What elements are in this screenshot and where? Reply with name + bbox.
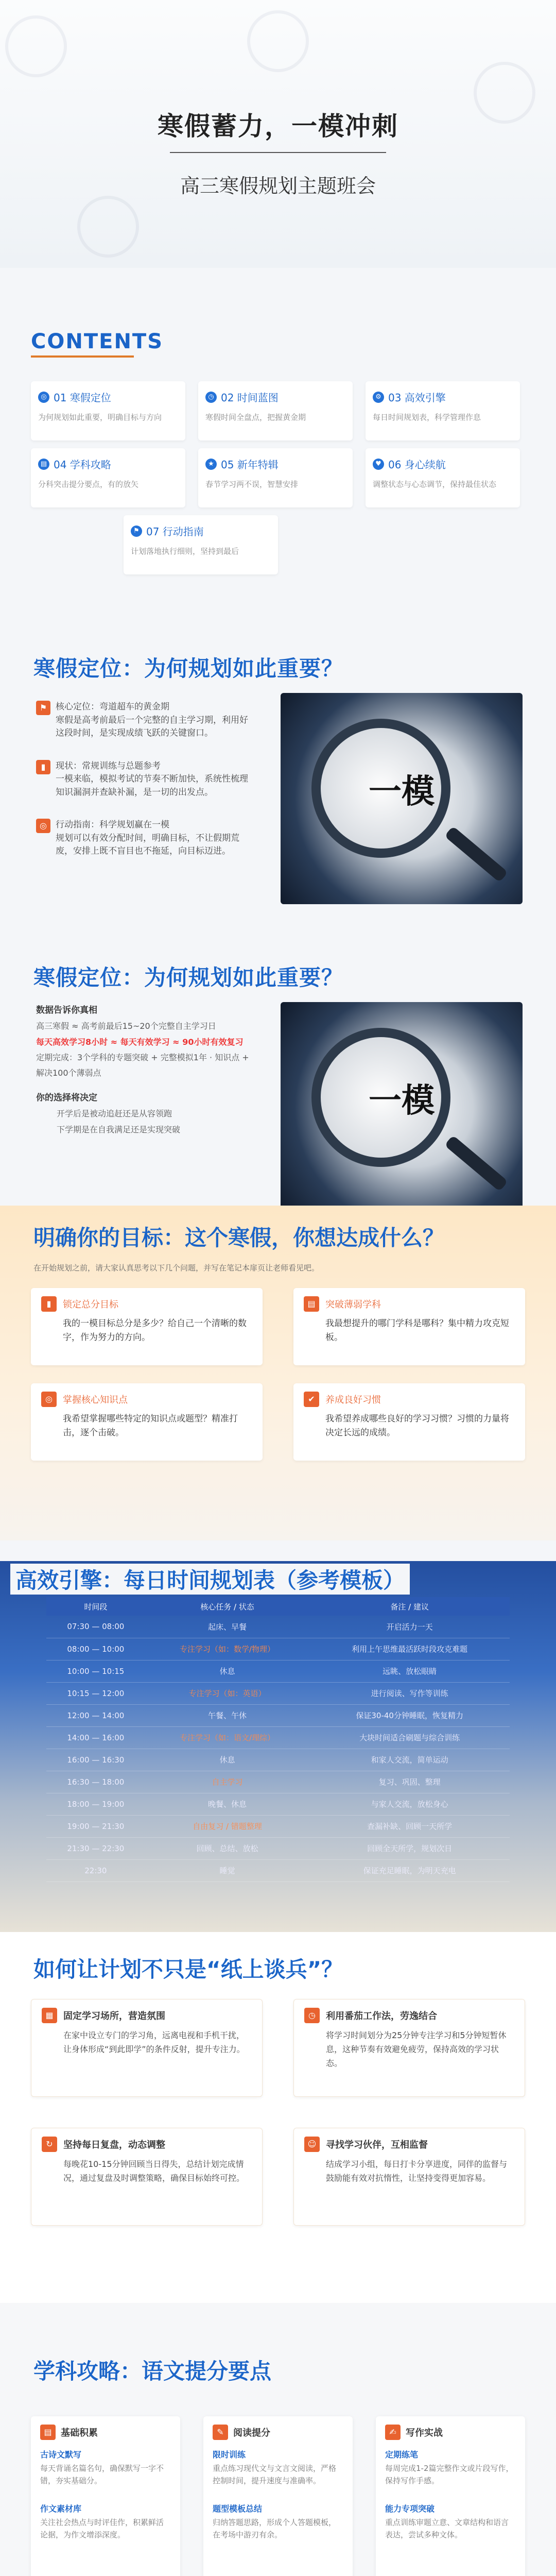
toc-item[interactable]: ★ 05 新年特辑 春节学习两不误，智慧安排 bbox=[198, 448, 353, 507]
table-row bbox=[46, 1726, 510, 1749]
section-title: 如何让计划不只是“纸上谈兵”？ bbox=[33, 1957, 343, 1982]
book-icon: ▤ bbox=[304, 1296, 319, 1312]
goal-card: ▮ 锁定总分目标 我的一模目标总分是多少？给自己一个清晰的数字，作为努力的方向。 bbox=[31, 1288, 263, 1365]
plan-section bbox=[0, 1932, 556, 2303]
page-subtitle: 高三寒假规划主题班会 bbox=[180, 175, 376, 197]
list-item: ⚑ 核心定位：弯道超车的黄金期 寒假是高考前最后一个完整的自主学习期，利用好这段时间，是实现成绩飞跃的关键窗口。 bbox=[36, 701, 252, 740]
book-icon: ▤ bbox=[40, 2425, 56, 2440]
toc-item[interactable]: ⚑ 07 行动指南 计划落地执行细则，坚持到最后 bbox=[124, 515, 278, 574]
refresh-icon: ↻ bbox=[42, 2137, 57, 2152]
star-icon: ★ bbox=[205, 459, 217, 470]
tip-card: ◷ 利用番茄工作法，劳逸结合 将学习时间划分为25分钟专注学习和5分钟短暂休息，这种节奏有效避免疲劳，保持高效的学习状态。 bbox=[293, 1999, 525, 2097]
table-cell: 10:15 — 12:00 bbox=[46, 1682, 145, 1704]
section-title: 寒假定位：为何规划如此重要？ bbox=[33, 656, 344, 681]
goals-section bbox=[0, 1206, 556, 1540]
table-cell: 起床、早餐 bbox=[145, 1616, 310, 1638]
people-icon: ☺ bbox=[304, 2137, 320, 2152]
table-row bbox=[46, 1682, 510, 1704]
table-cell: 休息 bbox=[145, 1749, 310, 1771]
table-cell: 22:30 bbox=[46, 1859, 145, 1882]
section-title: 学科攻略：语文提分要点 bbox=[33, 2359, 272, 2384]
target-icon: ◎ bbox=[36, 819, 50, 833]
check-icon: ✔ bbox=[304, 1392, 319, 1407]
image-word: 一模 bbox=[369, 773, 435, 811]
timer-icon: ◷ bbox=[304, 2008, 320, 2023]
section-title: 明确你的目标：这个寒假，你想达成什么？ bbox=[33, 1225, 445, 1250]
table-row bbox=[46, 1638, 510, 1660]
flag-icon: ⚑ bbox=[131, 526, 142, 537]
list-item: ◎ 行动指南：科学规划赢在一模 规划可以有效分配时间，明确目标，不让假期荒废，安排上既不盲目也不拖延，向目标迈进。 bbox=[36, 819, 252, 858]
schedule-table bbox=[46, 1597, 510, 1882]
magnifier-image bbox=[281, 1002, 523, 1213]
contents-section bbox=[21, 330, 535, 572]
goal-card: ✔ 养成良好习惯 我希望养成哪些良好的学习习惯？习惯的力量将决定长远的成绩。 bbox=[293, 1383, 525, 1461]
table-cell: 07:30 — 08:00 bbox=[46, 1616, 145, 1638]
table-cell: 自由复习 / 错题整理 bbox=[145, 1815, 310, 1837]
table-cell: 回顾、总结、放松 bbox=[145, 1837, 310, 1859]
pen-icon: ✍ bbox=[385, 2425, 401, 2440]
section-title: 寒假定位：为何规划如此重要？ bbox=[33, 965, 344, 990]
table-cell: 18:00 — 19:00 bbox=[46, 1793, 145, 1815]
list-item: ▮ 现状：常规训练与总题参考 一模来临，模拟考试的节奏不断加快，系统性梳理知识漏洞并查缺补漏，是一切的出发点。 bbox=[36, 760, 252, 800]
chart-icon: ▮ bbox=[36, 760, 50, 774]
table-row bbox=[46, 1660, 510, 1682]
table-cell: 自主学习 bbox=[145, 1771, 310, 1793]
chart-icon: ▮ bbox=[41, 1296, 57, 1312]
table-row bbox=[46, 1749, 510, 1771]
page-title: 寒假蓄力，一模冲刺 bbox=[158, 111, 398, 141]
table-cell: 休息 bbox=[145, 1660, 310, 1682]
table-cell: 回顾全天所学，规划次日 bbox=[309, 1837, 510, 1859]
table-cell: 和家人交流，简单运动 bbox=[309, 1749, 510, 1771]
schedule-section bbox=[0, 1561, 556, 1932]
tip-card: ☺ 寻找学习伙伴，互相监督 结成学习小组，每日打卡分享进度，同伴的监督与鼓励能有效对抗惰性，让坚持变得更加容易。 bbox=[293, 2128, 525, 2226]
table-row bbox=[46, 1793, 510, 1815]
table-cell: 14:00 — 16:00 bbox=[46, 1726, 145, 1749]
table-cell: 19:00 — 21:30 bbox=[46, 1815, 145, 1837]
toc-item[interactable]: ⚙ 03 高效引擎 每日时间规划表，科学管理作息 bbox=[366, 381, 520, 440]
magnifier-image bbox=[281, 693, 523, 904]
table-cell: 08:00 — 10:00 bbox=[46, 1638, 145, 1660]
table-cell: 保证30-40分钟睡眠，恢复精力 bbox=[309, 1704, 510, 1726]
goal-card: ◎ 掌握核心知识点 我希望掌握哪些特定的知识点或题型？精准打击，逐个击破。 bbox=[31, 1383, 263, 1461]
clock-icon: ◷ bbox=[205, 392, 217, 403]
target-icon: ◎ bbox=[38, 392, 49, 403]
target-icon: ◎ bbox=[41, 1392, 57, 1407]
table-cell: 专注学习（如：数学/物理） bbox=[145, 1638, 310, 1660]
table-cell: 睡觉 bbox=[145, 1859, 310, 1882]
section-title: 高效引擎：每日时间规划表（参考模板） bbox=[10, 1564, 410, 1595]
contents-heading: CONTENTS bbox=[31, 330, 164, 353]
positioning-list bbox=[36, 701, 252, 878]
table-row bbox=[46, 1837, 510, 1859]
goal-card: ▤ 突破薄弱学科 我最想提升的哪门学科是哪科？集中精力攻克短板。 bbox=[293, 1288, 525, 1365]
table-row bbox=[46, 1771, 510, 1793]
toc-item[interactable]: ◷ 02 时间蓝图 寒假时间全盘点，把握黄金期 bbox=[198, 381, 353, 440]
heart-icon: ♥ bbox=[373, 459, 384, 470]
table-cell: 复习、巩固、整理 bbox=[309, 1771, 510, 1793]
table-cell: 21:30 — 22:30 bbox=[46, 1837, 145, 1859]
hero bbox=[0, 0, 556, 268]
table-cell: 查漏补缺、回顾一天所学 bbox=[309, 1815, 510, 1837]
table-row bbox=[46, 1859, 510, 1882]
tip-card: ↻ 坚持每日复盘，动态调整 每晚花10-15分钟回顾当日得失，总结计划完成情况，通过复盘及时调整策略，确保目标始终可控。 bbox=[31, 2128, 263, 2226]
subject-card: ▤ 基础积累 古诗文默写 每天背诵名篇名句，确保默写一字不错，夯实基础分。 作文素材库 关注社会热点与时评佳作，积累鲜活论据，为作文增添深度。 bbox=[31, 2416, 180, 2576]
watermark bbox=[5, 15, 67, 77]
table-cell: 开启活力一天 bbox=[309, 1616, 510, 1638]
section-desc: 在开始规划之前，请大家认真思考以下几个问题，并写在笔记本扉页让老师看见吧。 bbox=[33, 1263, 320, 1273]
subject-card: ✍ 写作实战 定期练笔 每周完成1-2篇完整作文或片段写作，保持写作手感。 能力专项突破 重点训练审题立意、文章结构和语言表达，尝试多种文体。 bbox=[376, 2416, 525, 2576]
table-cell: 大块时间适合刷题与综合训练 bbox=[309, 1726, 510, 1749]
contents-underline bbox=[31, 355, 134, 358]
toc-item[interactable]: ▤ 04 学科攻略 分科突击提分要点，有的放矢 bbox=[31, 448, 185, 507]
watermark bbox=[77, 196, 139, 258]
flag-icon: ⚑ bbox=[36, 701, 50, 715]
toc-item[interactable]: ◎ 01 寒假定位 为何规划如此重要，明确目标与方向 bbox=[31, 381, 185, 440]
table-cell: 晚餐、休息 bbox=[145, 1793, 310, 1815]
title-divider bbox=[170, 152, 386, 153]
table-cell: 专注学习（如：英语） bbox=[145, 1682, 310, 1704]
book-icon: ▤ bbox=[38, 459, 49, 470]
table-cell: 利用上午思维最活跃时段攻克难题 bbox=[309, 1638, 510, 1660]
table-cell: 与家人交流，放松身心 bbox=[309, 1793, 510, 1815]
table-cell: 专注学习（如：语文/理综） bbox=[145, 1726, 310, 1749]
table-cell: 远眺、放松眼睛 bbox=[309, 1660, 510, 1682]
engine-icon: ⚙ bbox=[373, 392, 384, 403]
table-header: 核心任务 / 状态 bbox=[145, 1597, 310, 1616]
toc-item[interactable]: ♥ 06 身心续航 调整状态与心态调节，保持最佳状态 bbox=[366, 448, 520, 507]
table-cell: 16:30 — 18:00 bbox=[46, 1771, 145, 1793]
table-header: 备注 / 建议 bbox=[309, 1597, 510, 1616]
desk-icon: ▦ bbox=[42, 2008, 57, 2023]
table-cell: 午餐、午休 bbox=[145, 1704, 310, 1726]
table-cell: 10:00 — 10:15 bbox=[46, 1660, 145, 1682]
table-row bbox=[46, 1616, 510, 1638]
table-header: 时间段 bbox=[46, 1597, 145, 1616]
image-word: 一模 bbox=[369, 1082, 435, 1120]
table-row bbox=[46, 1704, 510, 1726]
data-truth-block: 数据告诉你真相 高三寒假 ≈ 高考前最后15~20个完整自主学习日 每天高效学习8小时 ≈ 每天有效学习 ≈ 90小时有效复习 定期完成：3个学科的专题突破 + 完整模拟1年 · 知识点 + 解决100个薄弱点 你的选择将决定 开学后是被动追赶还是从容领跑 下学期是在自我满足还是实现突破 bbox=[36, 1005, 249, 1134]
watermark bbox=[247, 10, 309, 72]
table-cell: 进行阅读、写作等训练 bbox=[309, 1682, 510, 1704]
table-row bbox=[46, 1815, 510, 1837]
subject-card: ✎ 阅读提分 限时训练 重点练习现代文与文言文阅读，严格控制时间，提升速度与准确率。 题型模板总结 归纳答题思路，形成个人答题模板，在考场中游刃有余。 bbox=[203, 2416, 353, 2576]
table-cell: 12:00 — 14:00 bbox=[46, 1704, 145, 1726]
read-icon: ✎ bbox=[213, 2425, 228, 2440]
table-cell: 16:00 — 16:30 bbox=[46, 1749, 145, 1771]
chinese-section bbox=[0, 2303, 556, 2576]
table-cell: 保证充足睡眠，为明天充电 bbox=[309, 1859, 510, 1882]
tip-card: ▦ 固定学习场所，营造氛围 在家中设立专门的学习角，远离电视和手机干扰，让身体形成“到此即学”的条件反射，提升专注力。 bbox=[31, 1999, 263, 2097]
